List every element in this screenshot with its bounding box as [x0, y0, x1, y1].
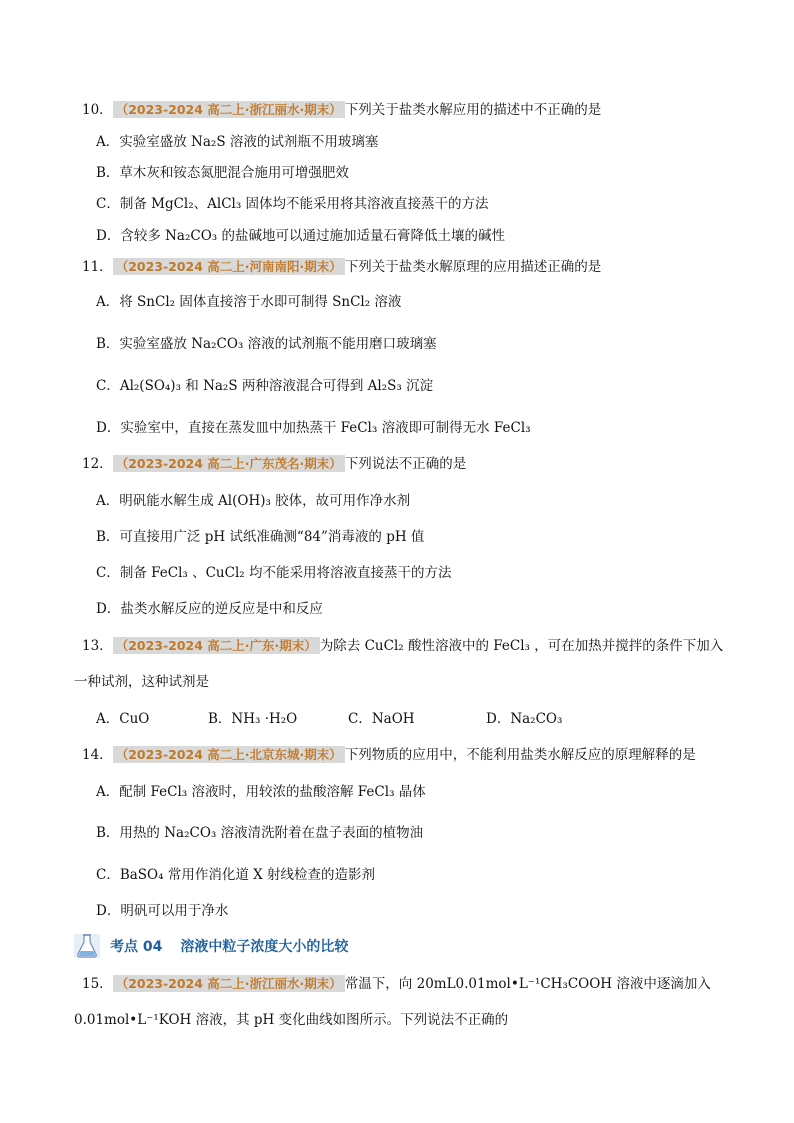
question-12: [82, 454, 466, 474]
option-a: A．将 SnCl₂ 固体直接溶于水即可制得 SnCl₂ 溶液: [96, 294, 402, 310]
section-header: [74, 930, 404, 960]
option-d: D．含较多 Na₂CO₃ 的盐碱地可以通过施加适量石膏降低土壤的碱性: [96, 228, 505, 244]
section-topic: 溶液中粒子浓度大小的比较: [180, 939, 349, 955]
option-c: C．NaOH: [348, 711, 415, 727]
source-tag: （2023-2024 高二上·广东·期末）: [113, 637, 320, 654]
source-tag: （2023-2024 高二上·浙江丽水·期末）: [113, 101, 345, 118]
option-b: B．NH₃ ·H₂O: [208, 711, 298, 727]
source-tag: （2023-2024 高二上·河南南阳·期末）: [113, 258, 345, 275]
option-a: A．配制 FeCl₃ 溶液时，用较浓的盐酸溶解 FeCl₃ 晶体: [96, 784, 426, 800]
option-a: A．明矾能水解生成 Al(OH)₃ 胶体，故可用作净水剂: [96, 493, 411, 509]
option-a: A．实验室盛放 Na₂S 溶液的试剂瓶不用玻璃塞: [96, 134, 379, 150]
source-tag: （2023-2024 高二上·北京东城·期末）: [113, 746, 345, 763]
question-stem: 下列物质的应用中，不能利用盐类水解反应的原理解释的是: [344, 747, 696, 763]
question-number: 14．: [82, 747, 113, 763]
option-a: A．CuO: [96, 711, 150, 727]
question-number: 12．: [82, 456, 113, 472]
question-stem-continued: 一种试剂，这种试剂是: [74, 674, 209, 690]
source-tag: （2023-2024 高二上·广东茂名·期末）: [113, 455, 345, 472]
option-c: C．制备 MgCl₂、AlCl₃ 固体均不能采用将其溶液直接蒸干的方法: [96, 196, 489, 212]
option-b: B．用热的 Na₂CO₃ 溶液清洗附着在盘子表面的植物油: [96, 825, 424, 841]
option-c: C．BaSO₄ 常用作消化道 X 射线检查的造影剂: [96, 867, 376, 883]
question-10: [82, 100, 601, 120]
option-b: B．草木灰和铵态氮肥混合施用可增强肥效: [96, 165, 349, 181]
option-d: D．明矾可以用于净水: [96, 903, 229, 919]
question-11: [82, 257, 601, 277]
question-stem: 常温下，向 20mL0.01mol•L⁻¹CH₃COOH 溶液中逐滴加入: [344, 976, 711, 992]
section-label: 考点 04: [110, 939, 163, 955]
option-b: B．可直接用广泛 pH 试纸准确测“84”消毒液的 pH 值: [96, 529, 425, 545]
option-d: D．Na₂CO₃: [486, 711, 563, 727]
question-number: 15．: [82, 976, 113, 992]
question-stem: 下列关于盐类水解应用的描述中不正确的是: [344, 102, 602, 118]
option-d: D．盐类水解反应的逆反应是中和反应: [96, 601, 323, 617]
question-number: 10．: [82, 102, 113, 118]
question-stem: 为除去 CuCl₂ 酸性溶液中的 FeCl₃ ，可在加热并搅拌的条件下加入: [319, 638, 724, 654]
question-stem: 下列关于盐类水解原理的应用描述正确的是: [344, 259, 602, 275]
option-c: C．制备 FeCl₃ 、CuCl₂ 均不能采用将溶液直接蒸干的方法: [96, 565, 452, 581]
question-number: 11．: [82, 259, 113, 275]
source-tag: （2023-2024 高二上·浙江丽水·期末）: [113, 975, 345, 992]
question-stem: 下列说法不正确的是: [344, 456, 467, 472]
question-number: 13．: [82, 638, 113, 654]
flask-icon: [74, 930, 102, 960]
option-c: C．Al₂(SO₄)₃ 和 Na₂S 两种溶液混合可得到 Al₂S₃ 沉淀: [96, 378, 434, 394]
question-15: [82, 974, 711, 994]
question-stem-continued: 0.01mol•L⁻¹KOH 溶液，其 pH 变化曲线如图所示。下列说法不正确的: [74, 1012, 509, 1028]
option-b: B．实验室盛放 Na₂CO₃ 溶液的试剂瓶不能用磨口玻璃塞: [96, 336, 437, 352]
question-13: [82, 636, 723, 656]
question-14: [82, 745, 696, 765]
option-d: D．实验室中，直接在蒸发皿中加热蒸干 FeCl₃ 溶液即可制得无水 FeCl₃: [96, 420, 531, 436]
